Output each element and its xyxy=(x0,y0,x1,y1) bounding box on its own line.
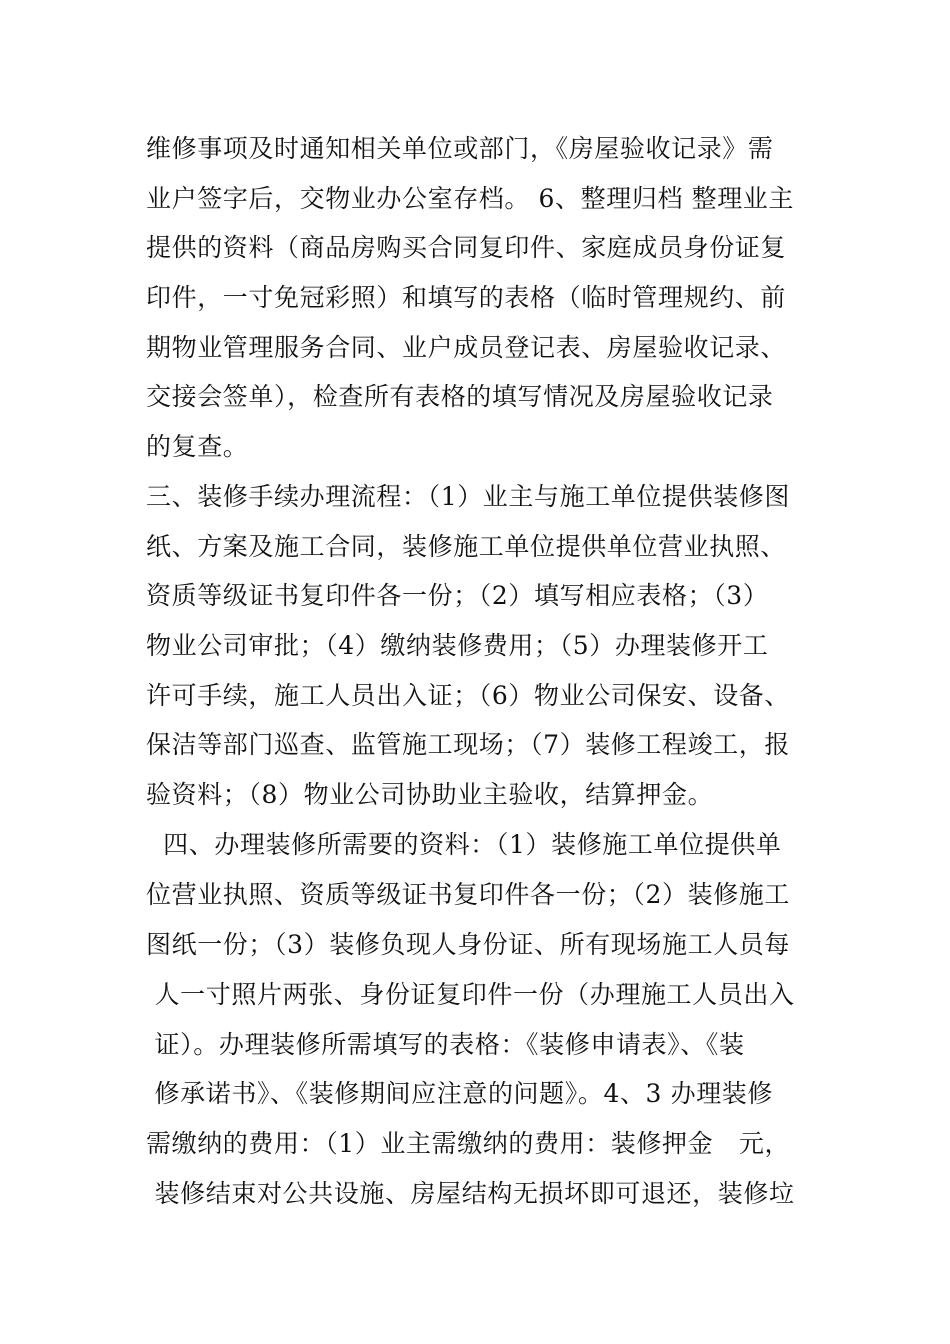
text-line-14: 验资料；（8）物业公司协助业主验收，结算押金。 xyxy=(146,780,714,809)
text-line-18: 人一寸照片两张、身份证复印件一份（办理施工人员出入 xyxy=(146,980,795,1009)
text-line-9: 纸、方案及施工合同，装修施工单位提供单位营业执照、 xyxy=(146,532,787,561)
text-line-1: 维修事项及时通知相关单位或部门，《房屋验收记录》需 xyxy=(146,134,774,163)
text-line-13: 保洁等部门巡查、监管施工现场；（7）装修工程竣工，报 xyxy=(146,730,791,759)
text-line-7: 的复查。 xyxy=(146,432,249,461)
text-line-21: 需缴纳的费用：（1）业主需缴纳的费用：装修押金 元， xyxy=(146,1129,791,1158)
text-line-8: 三、装修手续办理流程：（1）业主与施工单位提供装修图 xyxy=(146,482,791,511)
text-line-15: 四、办理装修所需要的资料：（1）装修施工单位提供单 xyxy=(146,830,782,859)
text-line-4: 印件，一寸免冠彩照）和填写的表格（临时管理规约、前 xyxy=(146,283,787,312)
text-line-5: 期物业管理服务合同、业户成员登记表、房屋验收记录、 xyxy=(146,333,787,362)
text-line-2: 业户签字后，交物业办公室存档。 6、整理归档 整理业主 xyxy=(146,184,795,213)
text-line-12: 许可手续，施工人员出入证；（6）物业公司保安、设备、 xyxy=(146,681,791,710)
text-line-10: 资质等级证书复印件各一份；（2）填写相应表格；（3） xyxy=(146,581,769,610)
text-line-16: 位营业执照、资质等级证书复印件各一份；（2）装修施工 xyxy=(146,880,791,909)
text-line-6: 交接会签单），检查所有表格的填写情况及房屋验收记录 xyxy=(146,382,774,411)
text-line-19: 证）。办理装修所需填写的表格：《装修申请表》、《装 xyxy=(146,1030,745,1059)
text-line-3: 提供的资料（商品房购买合同复印件、家庭成员身份证复 xyxy=(146,233,787,262)
text-line-20: 修承诺书》、《装修期间应注意的问题》。4、3 办理装修 xyxy=(146,1079,774,1108)
text-line-22: 装修结束对公共设施、房屋结构无损坏即可退还，装修垃 xyxy=(146,1179,795,1208)
text-line-17: 图纸一份；（3）装修负现人身份证、所有现场施工人员每 xyxy=(146,930,791,959)
text-line-11: 物业公司审批；（4）缴纳装修费用；（5）办理装修开工 xyxy=(146,631,769,660)
